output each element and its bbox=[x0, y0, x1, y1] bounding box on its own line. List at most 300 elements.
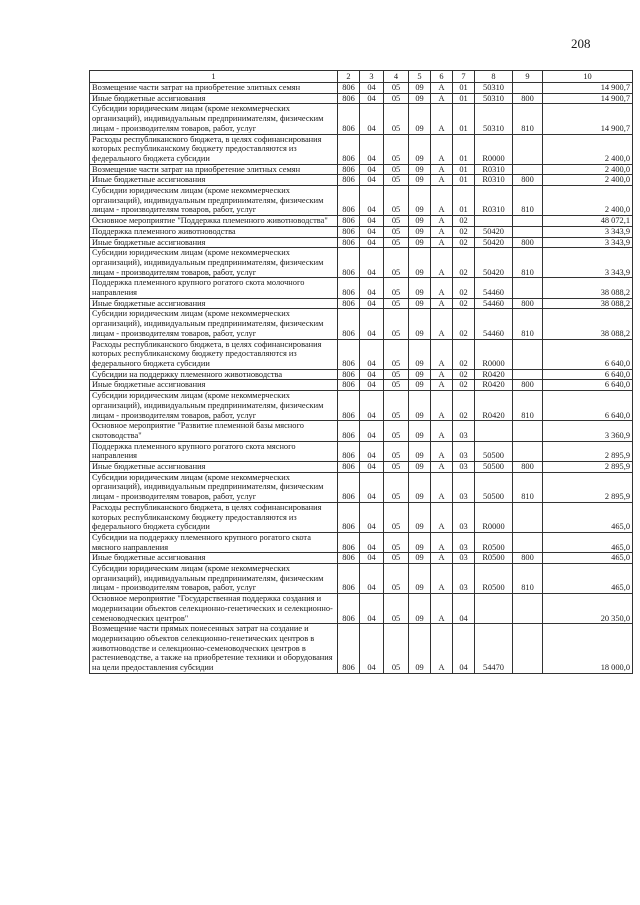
direction-cell: 50310 bbox=[475, 83, 513, 94]
ministry-code-cell: 806 bbox=[338, 594, 360, 624]
event-cell: 01 bbox=[453, 83, 475, 94]
row-name-cell: Субсидии юридическим лицам (кроме некоммерческих организаций), индивидуальным предпринимателям, физическим лицам - производителям товаров, работ, услуг bbox=[90, 564, 338, 594]
row-name-cell: Иные бюджетные ассигнования bbox=[90, 462, 338, 473]
subprogram-cell: А bbox=[431, 421, 453, 441]
subprogram-cell: А bbox=[431, 134, 453, 164]
section-cell: 04 bbox=[360, 93, 384, 104]
section-cell: 04 bbox=[360, 226, 384, 237]
table-row bbox=[90, 298, 633, 309]
subprogram-cell: А bbox=[431, 624, 453, 674]
direction-cell: R0500 bbox=[475, 532, 513, 552]
program-cell: 09 bbox=[409, 441, 431, 461]
program-cell: 09 bbox=[409, 369, 431, 380]
program-cell: 09 bbox=[409, 532, 431, 552]
event-cell: 02 bbox=[453, 369, 475, 380]
amount-cell: 3 343,9 bbox=[543, 226, 633, 237]
section-cell: 04 bbox=[360, 216, 384, 227]
expense-type-cell bbox=[513, 624, 543, 674]
program-cell: 09 bbox=[409, 472, 431, 502]
header-cell: 4 bbox=[384, 71, 409, 83]
subprogram-cell: А bbox=[431, 164, 453, 175]
section-cell: 04 bbox=[360, 553, 384, 564]
header-cell: 9 bbox=[513, 71, 543, 83]
row-name-cell: Субсидии юридическим лицам (кроме некоммерческих организаций), индивидуальным предпринимателям, физическим лицам - производителям товаров, работ, услуг bbox=[90, 248, 338, 278]
table-row bbox=[90, 624, 633, 674]
amount-cell: 2 895,9 bbox=[543, 462, 633, 473]
expense-type-cell: 810 bbox=[513, 391, 543, 421]
expense-type-cell bbox=[513, 421, 543, 441]
expense-type-cell bbox=[513, 532, 543, 552]
table-row bbox=[90, 421, 633, 441]
event-cell: 01 bbox=[453, 175, 475, 186]
table-row bbox=[90, 104, 633, 134]
subsection-cell: 05 bbox=[384, 594, 409, 624]
direction-cell bbox=[475, 421, 513, 441]
subprogram-cell: А bbox=[431, 532, 453, 552]
subprogram-cell: А bbox=[431, 309, 453, 339]
subprogram-cell: А bbox=[431, 104, 453, 134]
ministry-code-cell: 806 bbox=[338, 226, 360, 237]
section-cell: 04 bbox=[360, 472, 384, 502]
ministry-code-cell: 806 bbox=[338, 421, 360, 441]
ministry-code-cell: 806 bbox=[338, 248, 360, 278]
amount-cell: 2 400,0 bbox=[543, 164, 633, 175]
subsection-cell: 05 bbox=[384, 309, 409, 339]
event-cell: 03 bbox=[453, 532, 475, 552]
subprogram-cell: А bbox=[431, 237, 453, 248]
program-cell: 09 bbox=[409, 175, 431, 186]
ministry-code-cell: 806 bbox=[338, 553, 360, 564]
subprogram-cell: А bbox=[431, 472, 453, 502]
table-row bbox=[90, 186, 633, 216]
table-row bbox=[90, 309, 633, 339]
row-name-cell: Основное мероприятие "Поддержка племенного животноводства" bbox=[90, 216, 338, 227]
row-name-cell: Иные бюджетные ассигнования bbox=[90, 298, 338, 309]
event-cell: 02 bbox=[453, 339, 475, 369]
direction-cell: R0420 bbox=[475, 391, 513, 421]
ministry-code-cell: 806 bbox=[338, 298, 360, 309]
subsection-cell: 05 bbox=[384, 83, 409, 94]
direction-cell: 50500 bbox=[475, 462, 513, 473]
amount-cell: 2 895,9 bbox=[543, 441, 633, 461]
ministry-code-cell: 806 bbox=[338, 186, 360, 216]
program-cell: 09 bbox=[409, 278, 431, 298]
program-cell: 09 bbox=[409, 216, 431, 227]
header-cell: 5 bbox=[409, 71, 431, 83]
subsection-cell: 05 bbox=[384, 462, 409, 473]
event-cell: 02 bbox=[453, 298, 475, 309]
subprogram-cell: А bbox=[431, 369, 453, 380]
ministry-code-cell: 806 bbox=[338, 369, 360, 380]
subprogram-cell: А bbox=[431, 553, 453, 564]
subprogram-cell: А bbox=[431, 298, 453, 309]
amount-cell: 6 640,0 bbox=[543, 391, 633, 421]
section-cell: 04 bbox=[360, 237, 384, 248]
section-cell: 04 bbox=[360, 441, 384, 461]
subsection-cell: 05 bbox=[384, 391, 409, 421]
subsection-cell: 05 bbox=[384, 186, 409, 216]
subsection-cell: 05 bbox=[384, 624, 409, 674]
subsection-cell: 05 bbox=[384, 339, 409, 369]
program-cell: 09 bbox=[409, 391, 431, 421]
row-name-cell: Субсидии юридическим лицам (кроме некоммерческих организаций), индивидуальным предпринимателям, физическим лицам - производителям товаров, работ, услуг bbox=[90, 309, 338, 339]
program-cell: 09 bbox=[409, 502, 431, 532]
amount-cell: 48 072,1 bbox=[543, 216, 633, 227]
event-cell: 03 bbox=[453, 472, 475, 502]
expense-type-cell bbox=[513, 369, 543, 380]
amount-cell: 6 640,0 bbox=[543, 380, 633, 391]
direction-cell: R0420 bbox=[475, 369, 513, 380]
subprogram-cell: А bbox=[431, 93, 453, 104]
table-row bbox=[90, 248, 633, 278]
row-name-cell: Основное мероприятие "Развитие племенной базы мясного скотоводства" bbox=[90, 421, 338, 441]
direction-cell: R0310 bbox=[475, 164, 513, 175]
program-cell: 09 bbox=[409, 134, 431, 164]
section-cell: 04 bbox=[360, 175, 384, 186]
direction-cell: R0000 bbox=[475, 502, 513, 532]
subsection-cell: 05 bbox=[384, 564, 409, 594]
expense-type-cell: 810 bbox=[513, 104, 543, 134]
amount-cell: 2 400,0 bbox=[543, 134, 633, 164]
section-cell: 04 bbox=[360, 104, 384, 134]
section-cell: 04 bbox=[360, 532, 384, 552]
expense-type-cell bbox=[513, 594, 543, 624]
section-cell: 04 bbox=[360, 278, 384, 298]
amount-cell: 6 640,0 bbox=[543, 369, 633, 380]
subprogram-cell: А bbox=[431, 441, 453, 461]
row-name-cell: Поддержка племенного животноводства bbox=[90, 226, 338, 237]
table-row bbox=[90, 553, 633, 564]
section-cell: 04 bbox=[360, 83, 384, 94]
ministry-code-cell: 806 bbox=[338, 532, 360, 552]
row-name-cell: Расходы республиканского бюджета, в целях софинансирования которых республиканскому бюджету предоставляются из федерального бюджета субсидии bbox=[90, 134, 338, 164]
subprogram-cell: А bbox=[431, 594, 453, 624]
direction-cell: 54470 bbox=[475, 624, 513, 674]
row-name-cell: Иные бюджетные ассигнования bbox=[90, 237, 338, 248]
amount-cell: 3 343,9 bbox=[543, 237, 633, 248]
program-cell: 09 bbox=[409, 298, 431, 309]
table-row bbox=[90, 164, 633, 175]
event-cell: 04 bbox=[453, 624, 475, 674]
row-name-cell: Поддержка племенного крупного рогатого скота мясного направления bbox=[90, 441, 338, 461]
section-cell: 04 bbox=[360, 186, 384, 216]
ministry-code-cell: 806 bbox=[338, 93, 360, 104]
ministry-code-cell: 806 bbox=[338, 134, 360, 164]
row-name-cell: Субсидии юридическим лицам (кроме некоммерческих организаций), индивидуальным предпринимателям, физическим лицам - производителям товаров, работ, услуг bbox=[90, 104, 338, 134]
event-cell: 03 bbox=[453, 421, 475, 441]
direction-cell: R0500 bbox=[475, 564, 513, 594]
ministry-code-cell: 806 bbox=[338, 441, 360, 461]
ministry-code-cell: 806 bbox=[338, 462, 360, 473]
table-row bbox=[90, 380, 633, 391]
subsection-cell: 05 bbox=[384, 134, 409, 164]
amount-cell: 38 088,2 bbox=[543, 278, 633, 298]
table-row bbox=[90, 462, 633, 473]
event-cell: 02 bbox=[453, 391, 475, 421]
ministry-code-cell: 806 bbox=[338, 339, 360, 369]
direction-cell: 50420 bbox=[475, 226, 513, 237]
expense-type-cell: 800 bbox=[513, 462, 543, 473]
page-number: 208 bbox=[571, 36, 591, 51]
row-name-cell: Основное мероприятие "Государственная поддержка создания и модернизации объектов селекционно-генетических и селекционно-семеноводческих центров" bbox=[90, 594, 338, 624]
ministry-code-cell: 806 bbox=[338, 164, 360, 175]
expense-type-cell: 800 bbox=[513, 553, 543, 564]
event-cell: 02 bbox=[453, 226, 475, 237]
ministry-code-cell: 806 bbox=[338, 237, 360, 248]
subsection-cell: 05 bbox=[384, 298, 409, 309]
amount-cell: 20 350,0 bbox=[543, 594, 633, 624]
event-cell: 02 bbox=[453, 278, 475, 298]
budget-table bbox=[89, 70, 633, 674]
subsection-cell: 05 bbox=[384, 104, 409, 134]
header-cell: 3 bbox=[360, 71, 384, 83]
ministry-code-cell: 806 bbox=[338, 624, 360, 674]
direction-cell: R0310 bbox=[475, 175, 513, 186]
row-name-cell: Иные бюджетные ассигнования bbox=[90, 553, 338, 564]
table-row bbox=[90, 339, 633, 369]
direction-cell: R0000 bbox=[475, 339, 513, 369]
expense-type-cell bbox=[513, 226, 543, 237]
program-cell: 09 bbox=[409, 93, 431, 104]
section-cell: 04 bbox=[360, 369, 384, 380]
event-cell: 03 bbox=[453, 441, 475, 461]
subprogram-cell: А bbox=[431, 175, 453, 186]
table-body bbox=[90, 83, 633, 674]
direction-cell: R0420 bbox=[475, 380, 513, 391]
subprogram-cell: А bbox=[431, 380, 453, 391]
expense-type-cell: 800 bbox=[513, 93, 543, 104]
program-cell: 09 bbox=[409, 594, 431, 624]
event-cell: 02 bbox=[453, 248, 475, 278]
ministry-code-cell: 806 bbox=[338, 278, 360, 298]
subsection-cell: 05 bbox=[384, 421, 409, 441]
table-row bbox=[90, 83, 633, 94]
amount-cell: 465,0 bbox=[543, 553, 633, 564]
program-cell: 09 bbox=[409, 624, 431, 674]
subprogram-cell: А bbox=[431, 462, 453, 473]
event-cell: 01 bbox=[453, 186, 475, 216]
expense-type-cell bbox=[513, 441, 543, 461]
expense-type-cell bbox=[513, 83, 543, 94]
direction-cell: R0500 bbox=[475, 553, 513, 564]
program-cell: 09 bbox=[409, 564, 431, 594]
row-name-cell: Возмещение части затрат на приобретение элитных семян bbox=[90, 164, 338, 175]
table-row bbox=[90, 93, 633, 104]
direction-cell: 54460 bbox=[475, 298, 513, 309]
header-cell: 10 bbox=[543, 71, 633, 83]
table-row bbox=[90, 594, 633, 624]
amount-cell: 3 360,9 bbox=[543, 421, 633, 441]
subsection-cell: 05 bbox=[384, 226, 409, 237]
ministry-code-cell: 806 bbox=[338, 564, 360, 594]
program-cell: 09 bbox=[409, 309, 431, 339]
event-cell: 01 bbox=[453, 104, 475, 134]
expense-type-cell: 810 bbox=[513, 186, 543, 216]
direction-cell: R0310 bbox=[475, 186, 513, 216]
expense-type-cell: 810 bbox=[513, 309, 543, 339]
table-row bbox=[90, 237, 633, 248]
table-row bbox=[90, 134, 633, 164]
direction-cell bbox=[475, 594, 513, 624]
expense-type-cell: 810 bbox=[513, 472, 543, 502]
subsection-cell: 05 bbox=[384, 237, 409, 248]
subprogram-cell: А bbox=[431, 391, 453, 421]
ministry-code-cell: 806 bbox=[338, 216, 360, 227]
ministry-code-cell: 806 bbox=[338, 175, 360, 186]
subprogram-cell: А bbox=[431, 248, 453, 278]
direction-cell: 50310 bbox=[475, 104, 513, 134]
table-row bbox=[90, 472, 633, 502]
subprogram-cell: А bbox=[431, 564, 453, 594]
direction-cell: 50420 bbox=[475, 248, 513, 278]
amount-cell: 6 640,0 bbox=[543, 339, 633, 369]
amount-cell: 465,0 bbox=[543, 502, 633, 532]
row-name-cell: Субсидии юридическим лицам (кроме некоммерческих организаций), индивидуальным предпринимателям, физическим лицам - производителям товаров, работ, услуг bbox=[90, 391, 338, 421]
amount-cell: 2 400,0 bbox=[543, 175, 633, 186]
amount-cell: 2 400,0 bbox=[543, 186, 633, 216]
subsection-cell: 05 bbox=[384, 175, 409, 186]
amount-cell: 2 895,9 bbox=[543, 472, 633, 502]
event-cell: 03 bbox=[453, 564, 475, 594]
row-name-cell: Субсидии юридическим лицам (кроме некоммерческих организаций), индивидуальным предпринимателям, физическим лицам - производителям товаров, работ, услуг bbox=[90, 472, 338, 502]
program-cell: 09 bbox=[409, 339, 431, 369]
header-cell: 8 bbox=[475, 71, 513, 83]
event-cell: 02 bbox=[453, 237, 475, 248]
program-cell: 09 bbox=[409, 380, 431, 391]
subsection-cell: 05 bbox=[384, 502, 409, 532]
event-cell: 02 bbox=[453, 216, 475, 227]
subsection-cell: 05 bbox=[384, 472, 409, 502]
expense-type-cell: 800 bbox=[513, 298, 543, 309]
expense-type-cell: 800 bbox=[513, 237, 543, 248]
section-cell: 04 bbox=[360, 421, 384, 441]
row-name-cell: Расходы республиканского бюджета, в целях софинансирования которых республиканскому бюджету предоставляются из федерального бюджета субсидии bbox=[90, 502, 338, 532]
subprogram-cell: А bbox=[431, 339, 453, 369]
header-cell: 6 bbox=[431, 71, 453, 83]
program-cell: 09 bbox=[409, 104, 431, 134]
expense-type-cell bbox=[513, 502, 543, 532]
amount-cell: 38 088,2 bbox=[543, 309, 633, 339]
subsection-cell: 05 bbox=[384, 248, 409, 278]
expense-type-cell bbox=[513, 278, 543, 298]
expense-type-cell bbox=[513, 134, 543, 164]
expense-type-cell bbox=[513, 164, 543, 175]
subprogram-cell: А bbox=[431, 278, 453, 298]
amount-cell: 18 000,0 bbox=[543, 624, 633, 674]
event-cell: 03 bbox=[453, 502, 475, 532]
expense-type-cell: 810 bbox=[513, 248, 543, 278]
row-name-cell: Расходы республиканского бюджета, в целях софинансирования которых республиканскому бюджету предоставляются из федерального бюджета субсидии bbox=[90, 339, 338, 369]
header-row bbox=[90, 71, 633, 83]
table-row bbox=[90, 175, 633, 186]
direction-cell: R0000 bbox=[475, 134, 513, 164]
table-row bbox=[90, 441, 633, 461]
header-cell: 1 bbox=[90, 71, 338, 83]
subprogram-cell: А bbox=[431, 186, 453, 216]
section-cell: 04 bbox=[360, 502, 384, 532]
subsection-cell: 05 bbox=[384, 553, 409, 564]
table-row bbox=[90, 532, 633, 552]
direction-cell: 54460 bbox=[475, 278, 513, 298]
amount-cell: 3 343,9 bbox=[543, 248, 633, 278]
table-row bbox=[90, 391, 633, 421]
subsection-cell: 05 bbox=[384, 216, 409, 227]
amount-cell: 38 088,2 bbox=[543, 298, 633, 309]
subsection-cell: 05 bbox=[384, 532, 409, 552]
section-cell: 04 bbox=[360, 391, 384, 421]
program-cell: 09 bbox=[409, 462, 431, 473]
table-row bbox=[90, 216, 633, 227]
table-row bbox=[90, 278, 633, 298]
program-cell: 09 bbox=[409, 186, 431, 216]
amount-cell: 14 900,7 bbox=[543, 93, 633, 104]
direction-cell: 50420 bbox=[475, 237, 513, 248]
program-cell: 09 bbox=[409, 83, 431, 94]
expense-type-cell: 800 bbox=[513, 175, 543, 186]
program-cell: 09 bbox=[409, 421, 431, 441]
ministry-code-cell: 806 bbox=[338, 391, 360, 421]
event-cell: 03 bbox=[453, 462, 475, 473]
row-name-cell: Иные бюджетные ассигнования bbox=[90, 175, 338, 186]
section-cell: 04 bbox=[360, 248, 384, 278]
section-cell: 04 bbox=[360, 624, 384, 674]
row-name-cell: Субсидии на поддержку племенного животноводства bbox=[90, 369, 338, 380]
row-name-cell: Иные бюджетные ассигнования bbox=[90, 380, 338, 391]
ministry-code-cell: 806 bbox=[338, 309, 360, 339]
subsection-cell: 05 bbox=[384, 93, 409, 104]
event-cell: 02 bbox=[453, 309, 475, 339]
subprogram-cell: А bbox=[431, 226, 453, 237]
table-row bbox=[90, 502, 633, 532]
subprogram-cell: А bbox=[431, 216, 453, 227]
ministry-code-cell: 806 bbox=[338, 472, 360, 502]
ministry-code-cell: 806 bbox=[338, 502, 360, 532]
event-cell: 01 bbox=[453, 164, 475, 175]
table-row bbox=[90, 369, 633, 380]
header-cell: 7 bbox=[453, 71, 475, 83]
section-cell: 04 bbox=[360, 134, 384, 164]
subprogram-cell: А bbox=[431, 83, 453, 94]
expense-type-cell: 810 bbox=[513, 564, 543, 594]
amount-cell: 14 900,7 bbox=[543, 104, 633, 134]
event-cell: 03 bbox=[453, 553, 475, 564]
subprogram-cell: А bbox=[431, 502, 453, 532]
row-name-cell: Возмещение части затрат на приобретение элитных семян bbox=[90, 83, 338, 94]
section-cell: 04 bbox=[360, 339, 384, 369]
row-name-cell: Субсидии на поддержку племенного крупного рогатого скота мясного направления bbox=[90, 532, 338, 552]
section-cell: 04 bbox=[360, 380, 384, 391]
direction-cell: 50310 bbox=[475, 93, 513, 104]
subsection-cell: 05 bbox=[384, 441, 409, 461]
event-cell: 01 bbox=[453, 134, 475, 164]
program-cell: 09 bbox=[409, 164, 431, 175]
event-cell: 04 bbox=[453, 594, 475, 624]
ministry-code-cell: 806 bbox=[338, 380, 360, 391]
subsection-cell: 05 bbox=[384, 278, 409, 298]
row-name-cell: Субсидии юридическим лицам (кроме некоммерческих организаций), индивидуальным предпринимателям, физическим лицам - производителям товаров, работ, услуг bbox=[90, 186, 338, 216]
program-cell: 09 bbox=[409, 237, 431, 248]
row-name-cell: Возмещение части прямых понесенных затрат на создание и модернизацию объектов селекционно-генетических центров в животноводстве и селекционно-семеноводческих центров в растениеводстве, а также на приобретение техники и оборудования на цели предоставления субсидии bbox=[90, 624, 338, 674]
amount-cell: 14 900,7 bbox=[543, 83, 633, 94]
subsection-cell: 05 bbox=[384, 164, 409, 175]
section-cell: 04 bbox=[360, 564, 384, 594]
amount-cell: 465,0 bbox=[543, 532, 633, 552]
header-cell: 2 bbox=[338, 71, 360, 83]
section-cell: 04 bbox=[360, 462, 384, 473]
section-cell: 04 bbox=[360, 309, 384, 339]
program-cell: 09 bbox=[409, 553, 431, 564]
direction-cell: 50500 bbox=[475, 441, 513, 461]
